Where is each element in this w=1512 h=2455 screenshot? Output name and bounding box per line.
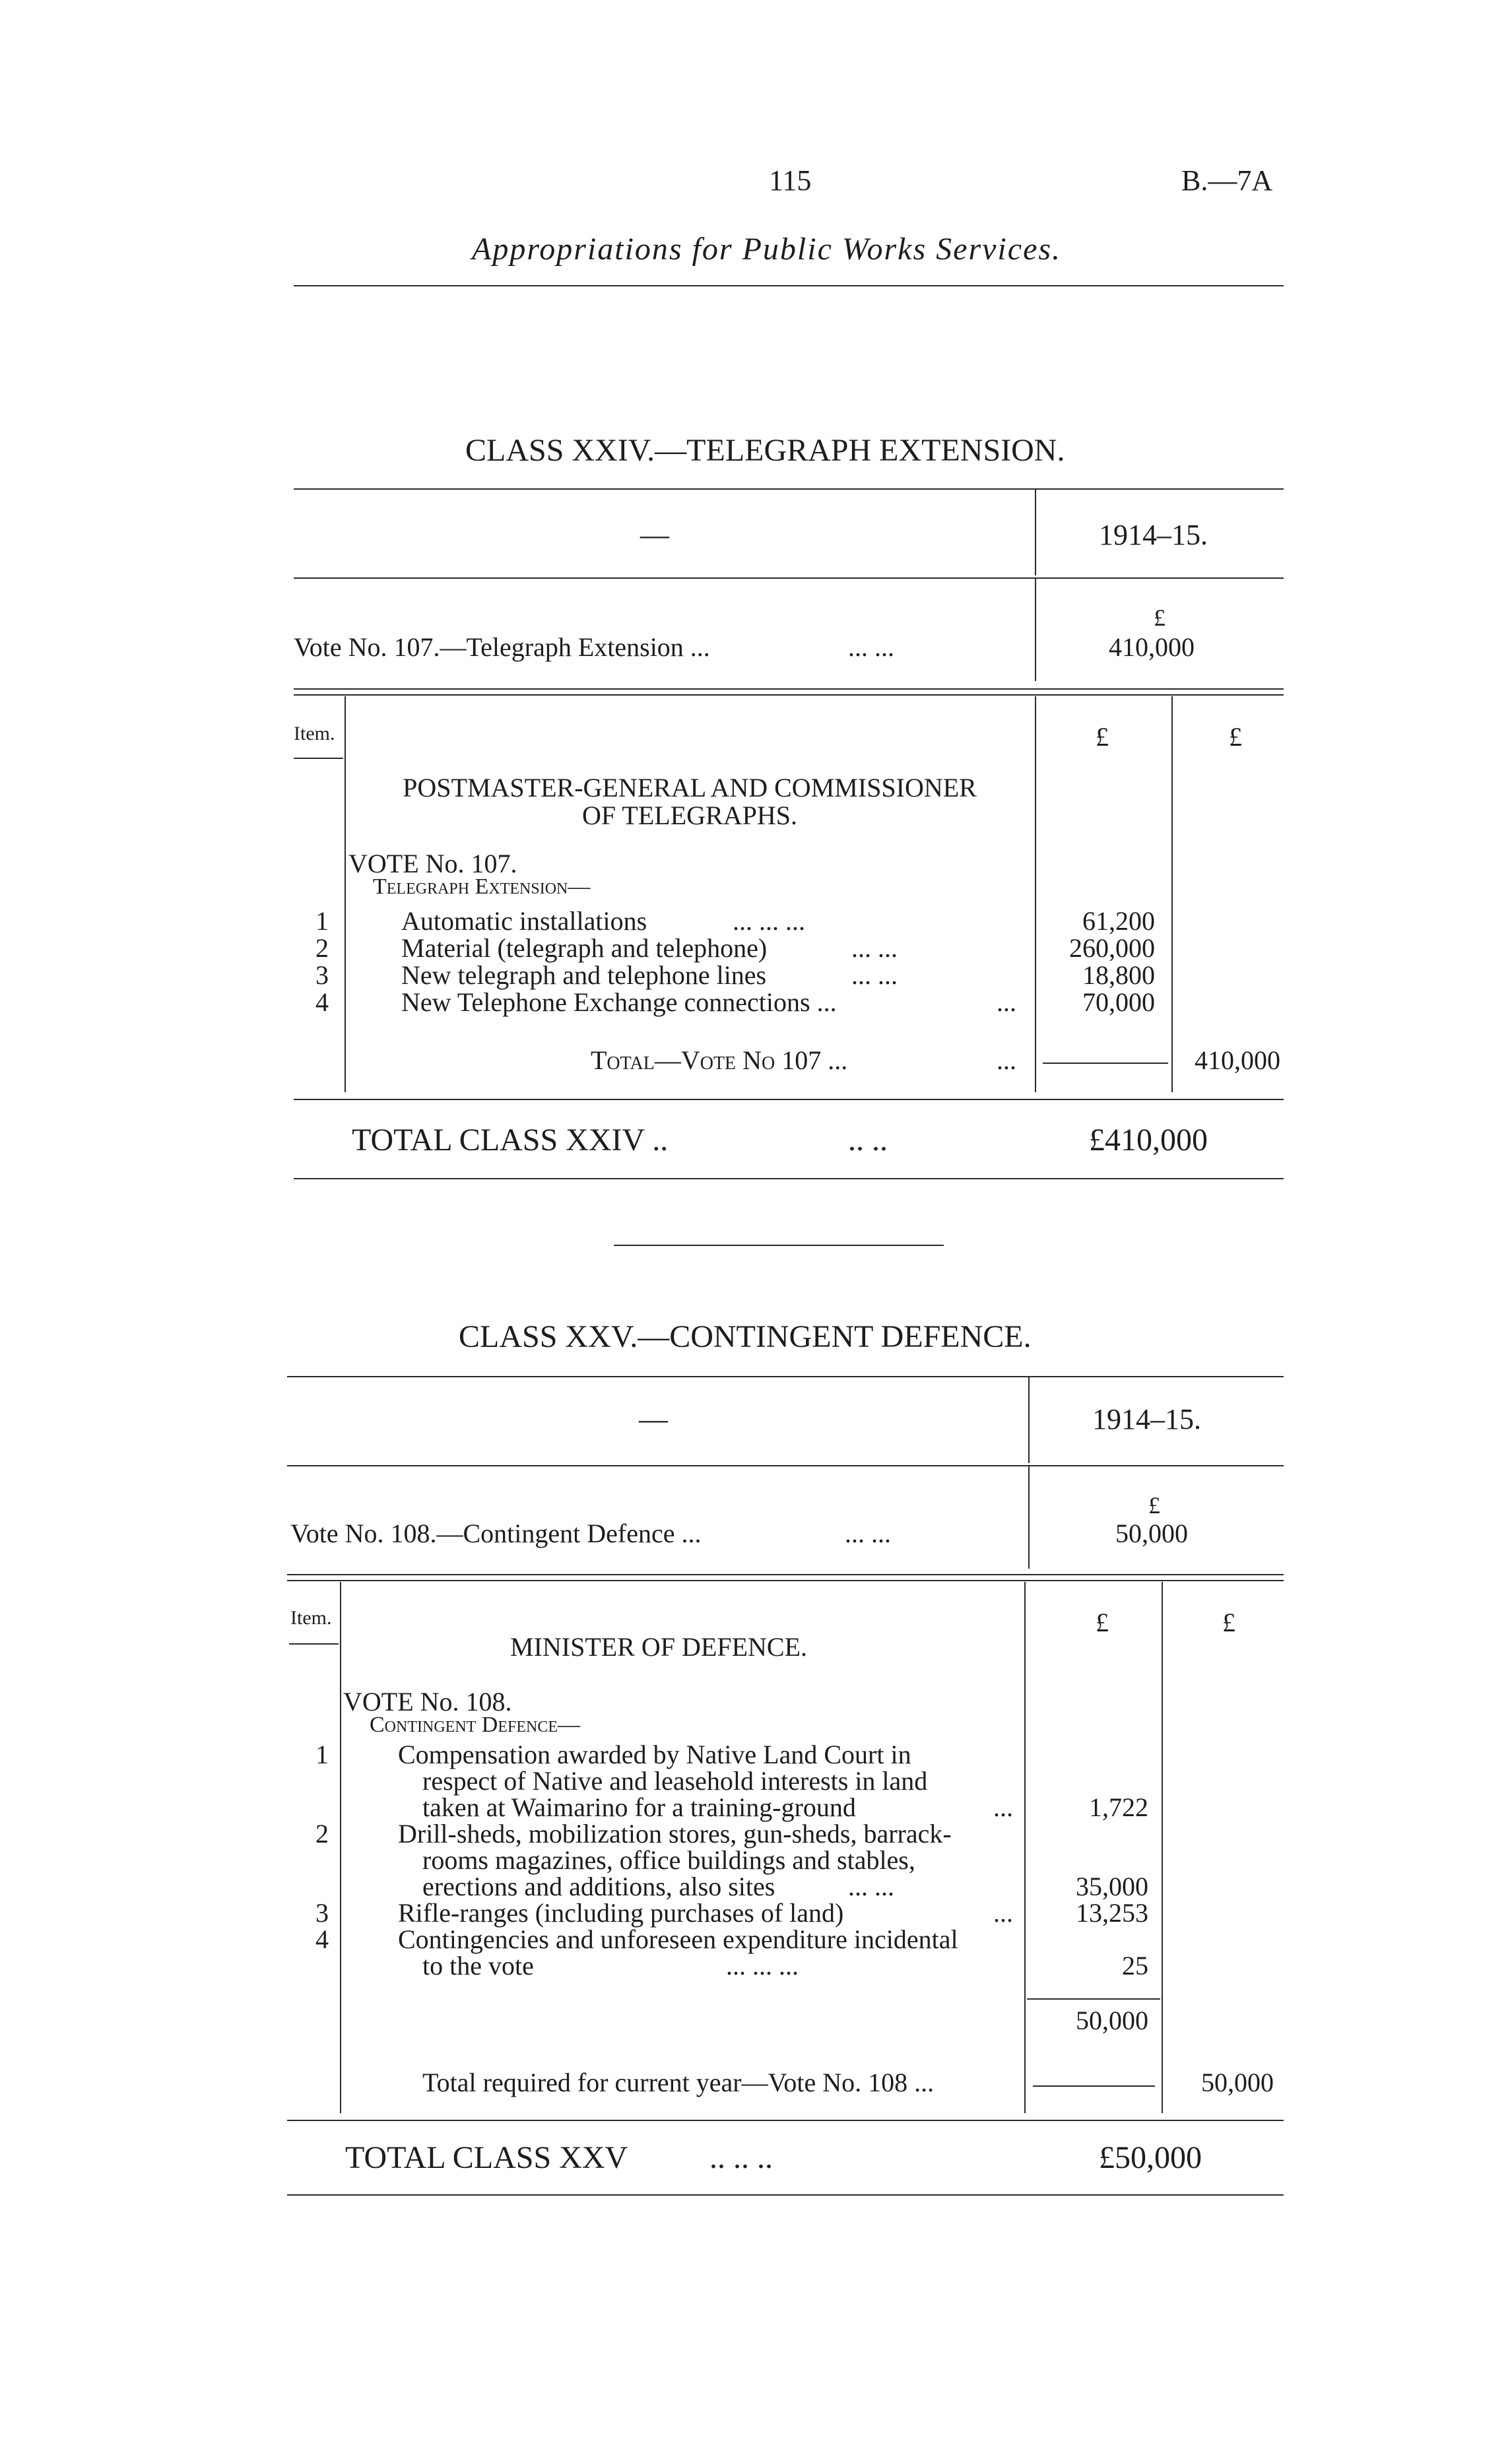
- total-class-amount: £50,000: [1099, 2140, 1202, 2175]
- item-number: 1: [315, 906, 329, 936]
- item-number: 4: [315, 1924, 329, 1954]
- total-class-label: TOTAL CLASS XXIV ..: [352, 1123, 669, 1158]
- item-description-line: Rifle-ranges (including purchases of land): [398, 1898, 844, 1928]
- item-description: New telegraph and telephone lines: [401, 960, 767, 990]
- item-column-rule: [340, 1582, 341, 2113]
- item-number: 4: [315, 987, 329, 1017]
- item-description-line: erections and additions, also sites: [422, 1872, 775, 1901]
- total-vote-amount: 50,000: [1201, 2068, 1274, 2097]
- item-header-rule: [289, 1643, 339, 1645]
- total-class-top-rule: [287, 2120, 1284, 2121]
- col2-currency: £: [1229, 722, 1242, 752]
- item-amount: 1,722: [1089, 1792, 1148, 1822]
- item-header: Item.: [294, 723, 335, 744]
- total-class-dots: .. ..: [848, 1123, 888, 1158]
- vote-number: VOTE No. 108.: [343, 1687, 512, 1717]
- header-rule: [294, 285, 1284, 286]
- class-heading: CLASS XXV.—CONTINGENT DEFENCE.: [459, 1319, 1032, 1354]
- item-amount: 260,000: [1069, 933, 1155, 963]
- item-header-rule: [294, 758, 343, 759]
- section-divider: [614, 1245, 944, 1246]
- item-number: 1: [315, 1740, 329, 1769]
- item-amount: 25: [1122, 1951, 1148, 1980]
- vote-line-dots: ... ...: [848, 632, 894, 662]
- department-line-2: OF TELEGRAPHS.: [582, 801, 797, 830]
- item-dots: ...: [993, 1898, 1013, 1928]
- total-class-label: TOTAL CLASS XXV: [345, 2140, 628, 2175]
- item-description-line: Compensation awarded by Native Land Court in: [398, 1740, 911, 1769]
- summary-header-rule: [287, 1465, 1284, 1466]
- subtotal-rule: [1033, 2085, 1155, 2087]
- item-amount: 13,253: [1076, 1898, 1148, 1928]
- summary-year: 1914–15.: [1092, 1403, 1201, 1435]
- item-number: 2: [315, 1819, 329, 1849]
- document-reference: B.—7A: [1181, 164, 1273, 197]
- vote-line: Vote No. 108.—Contingent Defence ...: [290, 1519, 702, 1548]
- summary-column-rule: [1028, 1377, 1030, 1463]
- item-description-line: to the vote: [422, 1951, 534, 1980]
- subtotal-amount: 50,000: [1076, 2006, 1148, 2035]
- item-number: 3: [315, 960, 329, 990]
- amount-column-rule: [1024, 1582, 1026, 2113]
- item-dots: ...: [997, 987, 1016, 1017]
- summary-header-rule: [294, 577, 1284, 579]
- item-description: Material (telegraph and telephone): [401, 933, 768, 963]
- item-dots: ... ...: [851, 933, 898, 963]
- total-class-dots: .. .. ..: [709, 2140, 773, 2175]
- item-description: New Telephone Exchange connections ...: [401, 987, 837, 1017]
- page-title: Appropriations for Public Works Services.: [472, 232, 1062, 267]
- item-description-line: Drill-sheds, mobilization stores, gun-sheds, barrack-: [398, 1819, 952, 1849]
- summary-year: 1914–15.: [1099, 519, 1208, 551]
- item-amount: 70,000: [1082, 987, 1155, 1017]
- item-description-line: rooms magazines, office buildings and stables,: [422, 1845, 915, 1875]
- department-line-1: POSTMASTER-GENERAL AND COMMISSIONER: [403, 773, 977, 802]
- summary-column-rule-2: [1035, 579, 1036, 681]
- vote-amount: 410,000: [1109, 632, 1195, 662]
- item-dots: ... ...: [851, 960, 898, 990]
- vote-line: Vote No. 107.—Telegraph Extension ...: [294, 632, 710, 662]
- item-dots: ... ... ...: [733, 906, 805, 936]
- subtotal-rule: [1043, 1063, 1168, 1064]
- item-amount: 61,200: [1082, 906, 1155, 936]
- amount-column-rule: [1035, 696, 1036, 1092]
- item-number: 3: [315, 1898, 329, 1928]
- item-dots: ... ... ...: [726, 1951, 799, 1980]
- summary-column-rule: [1035, 490, 1036, 575]
- vote-amount: 50,000: [1115, 1519, 1188, 1548]
- department-name: MINISTER OF DEFENCE.: [510, 1632, 808, 1662]
- detail-top-rule-double: [294, 694, 1284, 696]
- table-top-rule: [287, 1376, 1284, 1377]
- total-vote-label: Total—Vote No 107 ...: [591, 1045, 848, 1075]
- table-top-rule: [294, 488, 1284, 490]
- summary-dash: —: [639, 1403, 668, 1435]
- item-amount: 35,000: [1076, 1872, 1148, 1901]
- subtotal-top-rule: [1027, 1998, 1160, 2000]
- col1-currency: £: [1096, 722, 1109, 752]
- item-amount: 18,800: [1082, 960, 1155, 990]
- item-description-line: taken at Waimarino for a training-ground: [422, 1792, 856, 1822]
- item-dots: ...: [993, 1792, 1013, 1822]
- summary-column-rule-2: [1028, 1466, 1030, 1569]
- item-dots: ... ...: [848, 1872, 894, 1901]
- total-class-bottom-rule: [294, 1178, 1284, 1179]
- summary-dash: —: [640, 519, 669, 551]
- total-vote-amount: 410,000: [1195, 1045, 1280, 1075]
- total-vote-dots: ...: [997, 1045, 1016, 1075]
- col1-currency: £: [1096, 1608, 1109, 1637]
- page-number: 115: [769, 164, 812, 197]
- subhead: Contingent Defence—: [370, 1713, 581, 1737]
- item-number: 2: [315, 933, 329, 963]
- subhead: Telegraph Extension—: [373, 874, 591, 899]
- detail-top-rule-double: [287, 1580, 1284, 1581]
- total-class-top-rule: [294, 1099, 1284, 1100]
- item-description: Automatic installations: [401, 906, 647, 936]
- total-vote-label: Total required for current year—Vote No. 108 ...: [422, 2068, 935, 2097]
- vote-currency: £: [1148, 1492, 1160, 1519]
- total-class-bottom-rule: [287, 2194, 1284, 2196]
- total-column-rule: [1162, 1582, 1163, 2113]
- vote-number: VOTE No. 107.: [348, 849, 517, 878]
- detail-top-rule: [294, 688, 1284, 690]
- vote-currency: £: [1154, 605, 1166, 631]
- item-description-line: Contingencies and unforeseen expenditure incidental: [398, 1924, 958, 1954]
- detail-top-rule: [287, 1574, 1284, 1575]
- total-class-amount: £410,000: [1089, 1123, 1208, 1158]
- item-column-rule: [345, 696, 346, 1092]
- col2-currency: £: [1222, 1608, 1235, 1637]
- vote-line-dots: ... ...: [845, 1519, 891, 1548]
- item-description-line: respect of Native and leasehold interests in land: [422, 1766, 928, 1796]
- class-heading: CLASS XXIV.—TELEGRAPH EXTENSION.: [465, 433, 1065, 468]
- total-column-rule: [1171, 696, 1173, 1092]
- item-header: Item.: [290, 1607, 332, 1629]
